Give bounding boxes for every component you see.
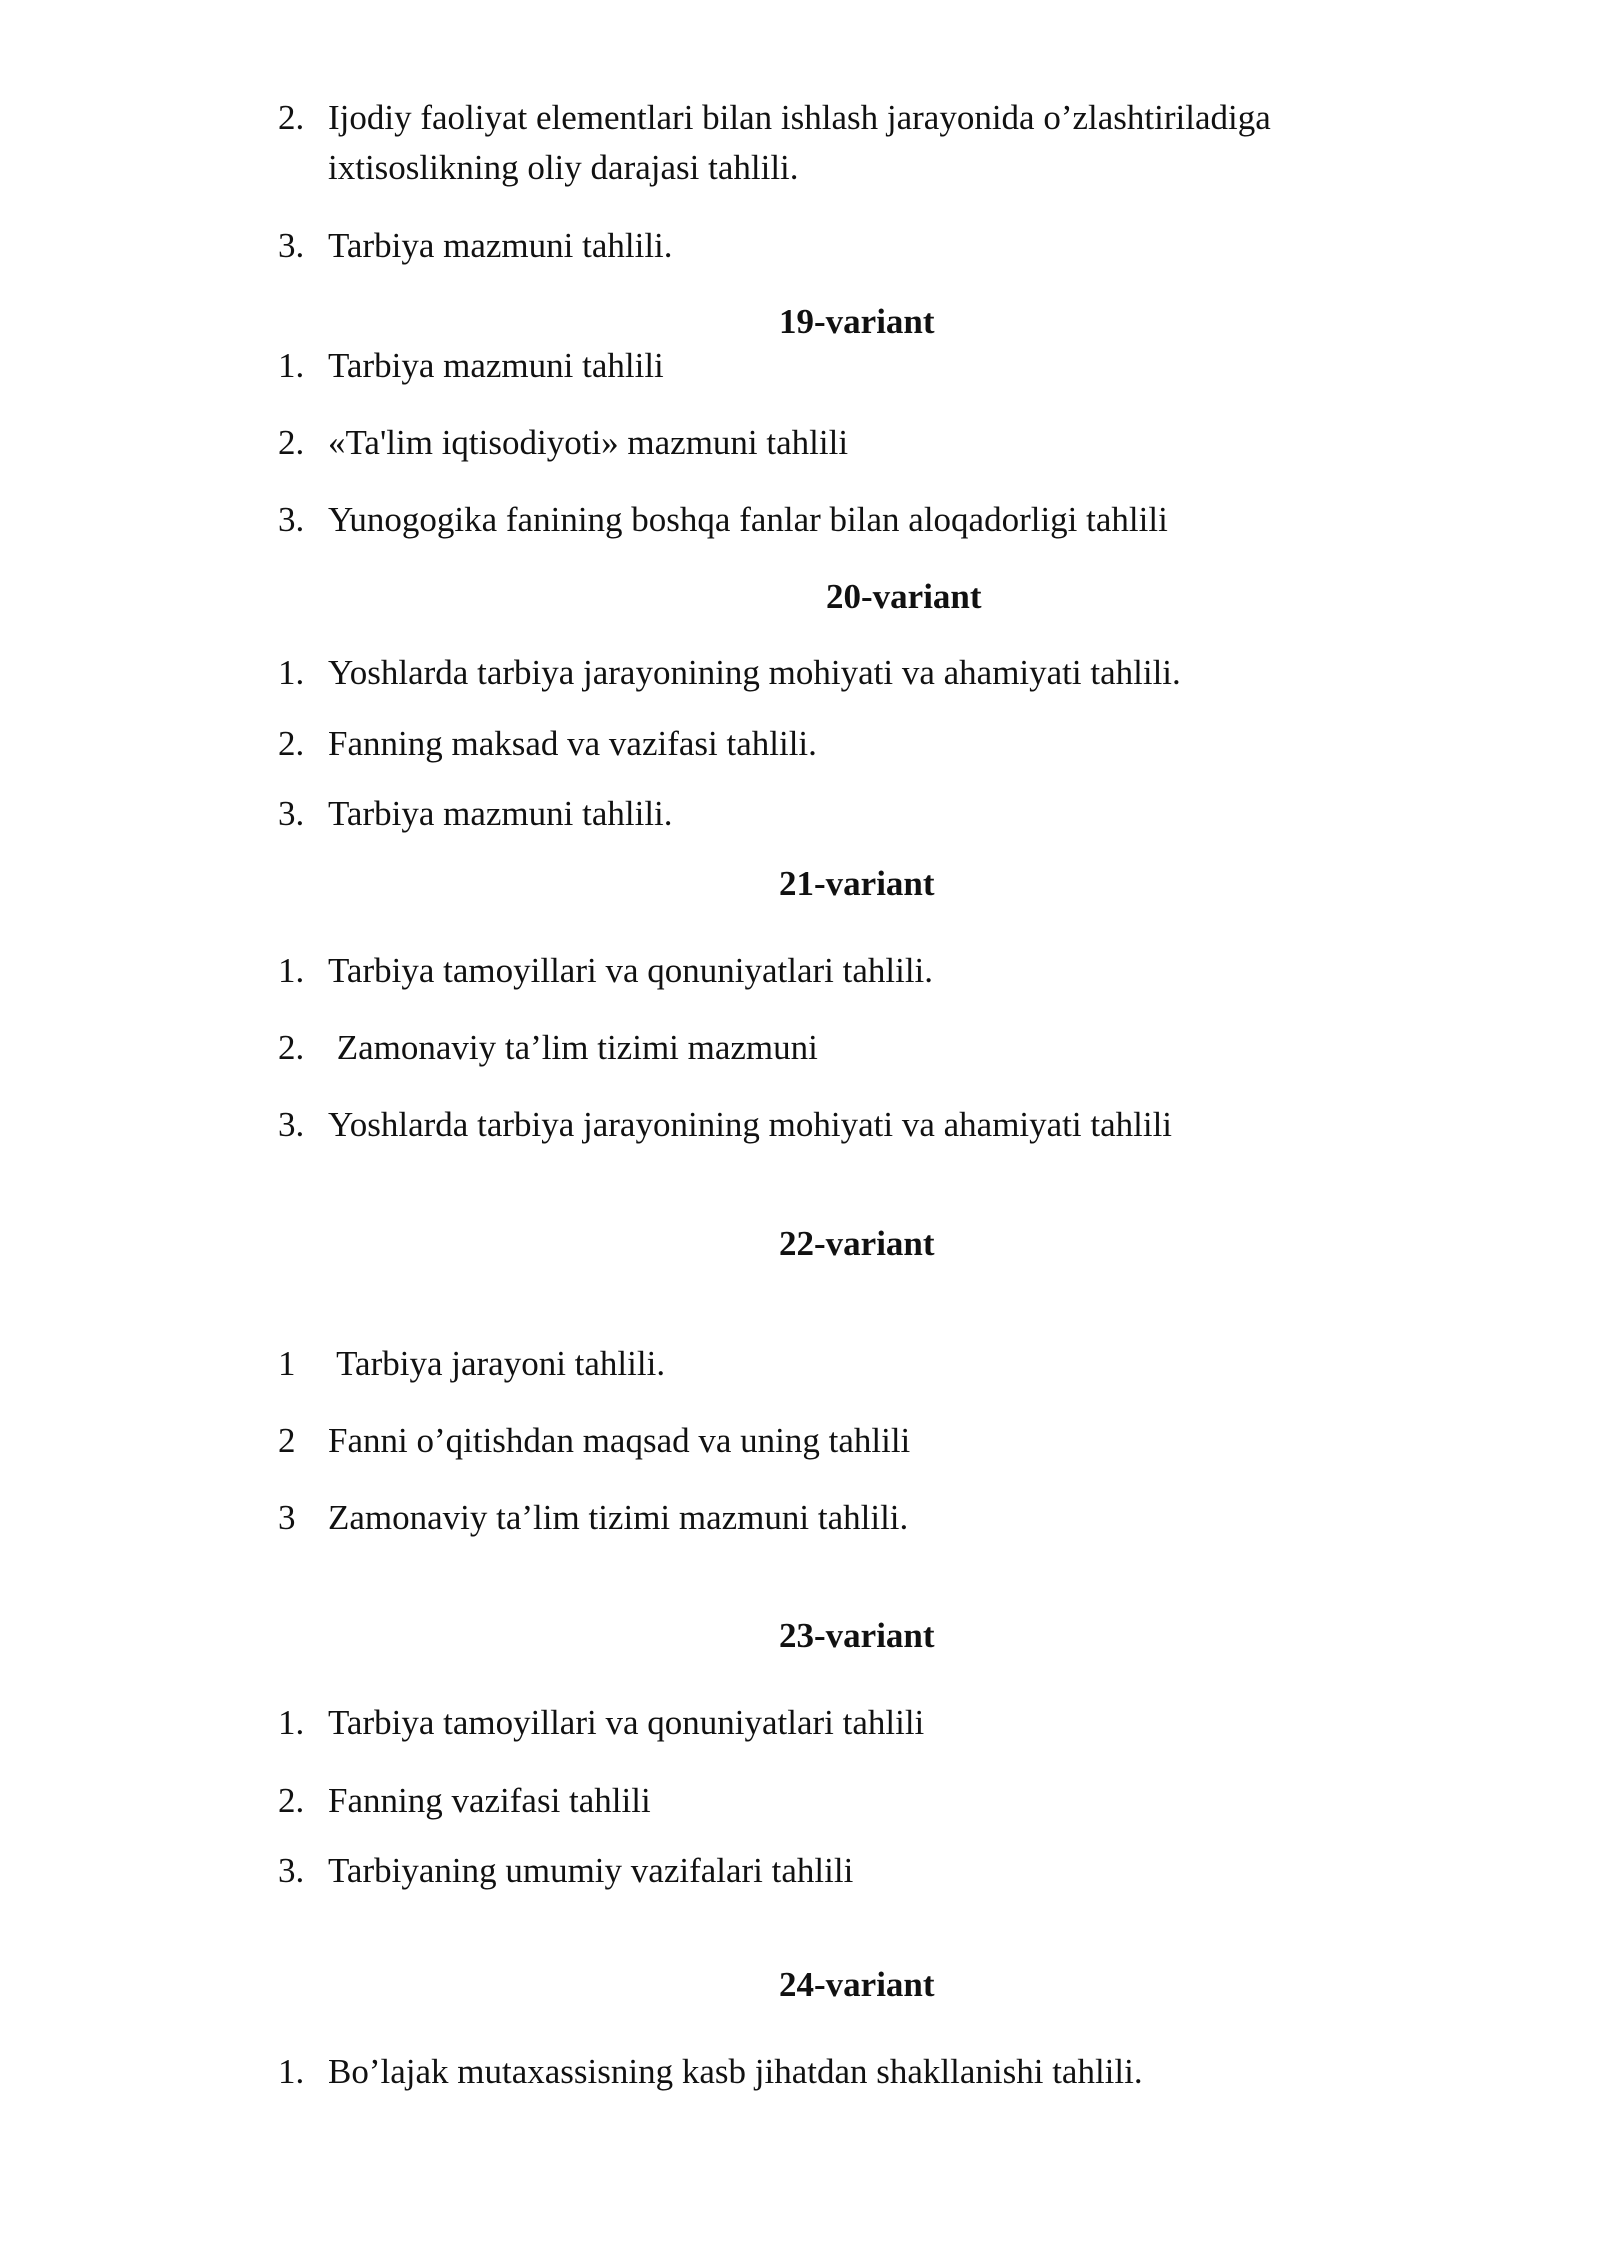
item-number: 3. [278,500,305,539]
item-text: Zamonaviy ta’lim tizimi mazmuni tahlili. [328,1498,909,1537]
item-text: Yunogogika fanining boshqa fanlar bilan aloqadorligi tahlili [328,500,1168,539]
item-number: 1. [278,2052,305,2091]
variant-heading: 22-variant [779,1224,935,1263]
item-number: 1. [278,653,305,692]
item-number: 2 [278,1421,296,1460]
item-number: 1 [278,1344,296,1383]
item-text: Fanni o’qitishdan maqsad va uning tahlili [328,1421,911,1460]
variant-heading: 23-variant [779,1616,935,1655]
item-text: ixtisoslikning oliy darajasi tahlili. [328,148,799,187]
item-number: 3. [278,1105,305,1144]
item-text: Tarbiya mazmuni tahlili [328,346,664,385]
item-number: 3. [278,226,305,265]
variant-heading: 21-variant [779,864,935,903]
item-text: Yoshlarda tarbiya jarayonining mohiyati va ahamiyati tahlili [328,1105,1173,1144]
item-number: 1. [278,1703,305,1742]
item-text: Bo’lajak mutaxassisning kasb jihatdan shakllanishi tahlili. [328,2052,1143,2091]
item-number: 3 [278,1498,296,1537]
item-number: 2. [278,1028,305,1067]
variant-heading: 20-variant [826,577,982,616]
item-number: 3. [278,1851,305,1890]
item-number: 2. [278,1781,305,1820]
item-number: 1. [278,346,305,385]
variant-heading: 24-variant [779,1965,935,2004]
item-text: Tarbiya jarayoni tahlili. [328,1344,666,1383]
item-text: Yoshlarda tarbiya jarayonining mohiyati va ahamiyati tahlili. [328,653,1181,692]
item-text: Fanning vazifasi tahlili [328,1781,651,1820]
variant-heading: 19-variant [779,302,935,341]
item-number: 2. [278,98,305,137]
item-text: Tarbiya mazmuni tahlili. [328,794,673,833]
item-text: Ijodiy faoliyat elementlari bilan ishlash jarayonida o’zlashtiriladiga [328,98,1271,137]
item-text: Tarbiyaning umumiy vazifalari tahlili [328,1851,854,1890]
item-number: 3. [278,794,305,833]
item-text: «Ta'lim iqtisodiyoti» mazmuni tahlili [328,423,849,462]
item-text: Tarbiya tamoyillari va qonuniyatlari tahlili. [328,951,934,990]
item-number: 2. [278,724,305,763]
item-text: Zamonaviy ta’lim tizimi mazmuni [328,1028,818,1067]
item-number: 2. [278,423,305,462]
item-text: Tarbiya tamoyillari va qonuniyatlari tahlili [328,1703,925,1742]
item-number: 1. [278,951,305,990]
item-text: Fanning maksad va vazifasi tahlili. [328,724,817,763]
item-text: Tarbiya mazmuni tahlili. [328,226,673,265]
